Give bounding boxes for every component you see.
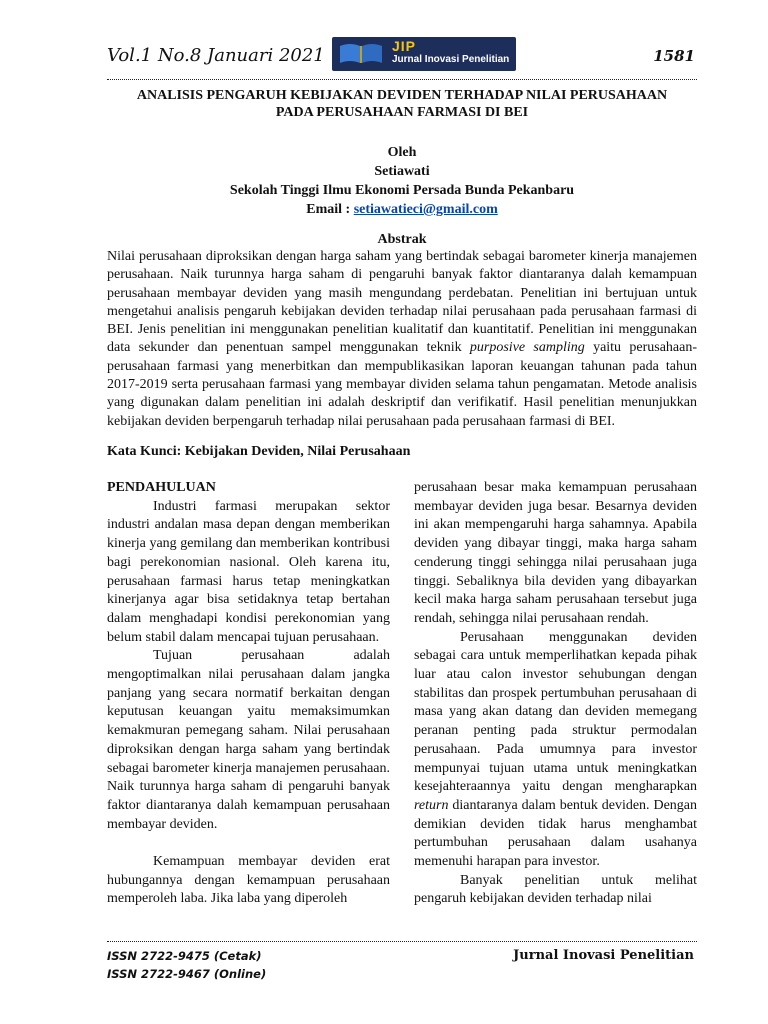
left-column [107, 479, 390, 909]
email-link[interactable]: setiawatieci@gmail.com [353, 202, 498, 217]
section-heading: PENDAHULUAN [107, 480, 216, 495]
header-divider [107, 79, 697, 80]
left-paragraph-3: Kemampuan membayar deviden erat hubungannya dengan kemampuan perusahaan memperoleh laba. Jika laba yang diperoleh [107, 854, 390, 907]
abstract-text-b: yaitu perusahaan-perusahaan farmasi yang menerbitkan dan mempublikasikan laporan keuangan tahunan pada tahun 2017-2019 serta perusahaan farmasi yang membayar dividen selama tahun pengamatan. Metode analisis yang digunakan dalam penelitian ini adalah deskriptif dan verifikatif. Hasil penelitian menunjukkan kebijakan deviden berpengaruh terhadap nilai perusahaan pada perusahaan farmasi di BEI. [107, 340, 697, 429]
right-paragraph-2-term: return [414, 797, 449, 813]
keywords: Kata Kunci: Kebijakan Deviden, Nilai Perusahaan [107, 444, 411, 459]
issn-print: ISSN 2722-9475 (Cetak) [107, 949, 262, 963]
author-block [107, 143, 697, 219]
right-paragraph-2 [414, 629, 697, 872]
left-paragraph-1: Industri farmasi merupakan sektor industri andalan masa depan dengan memberikan kinerja yang gemilang dan memberikan kontribusi bagi perekonomian nasional. Oleh karena itu, perusahaan farmasi harus tetap meningkatkan kinerjanya agar bisa setidaknya tetap bertahan dalam menghadapi kondisi perekonomian yang belum stabil dalam mencapai tujuan perusahaan. [107, 498, 390, 645]
journal-volume: Vol.1 No.8 Januari 2021 [107, 45, 325, 66]
author-by: Oleh [387, 145, 417, 160]
footer-journal-name: Jurnal Inovasi Penelitian [513, 948, 694, 963]
author-affiliation: Sekolah Tinggi Ilmu Ekonomi Persada Bunda Pekanbaru [229, 183, 575, 198]
right-column [414, 479, 697, 909]
title-line-1: ANALISIS PENGARUH KEBIJAKAN DEVIDEN TERHADAP NILAI PERUSAHAAN [136, 88, 668, 103]
footer-divider [107, 941, 697, 942]
abstract-heading: Abstrak [377, 232, 427, 247]
logo-journal-name: Jurnal Inovasi Penelitian [392, 54, 510, 65]
abstract-text [107, 248, 697, 431]
issn-online: ISSN 2722-9467 (Online) [107, 967, 267, 981]
paragraph-gap [107, 834, 390, 853]
journal-logo [332, 37, 516, 71]
author-email-line [107, 200, 697, 219]
open-book-icon [338, 42, 384, 64]
paper-title [107, 87, 697, 121]
email-label: Email : [306, 202, 351, 217]
logo-abbreviation: JIP [392, 38, 417, 54]
right-paragraph-2-a: Perusahaan menggunakan deviden sebagai cara untuk memperlihatkan kepada pihak luar atau calon investor sehubungan dengan stabilitas dan prospek pertumbuhan perusahaan di masa yang akan datang dan deviden memegang peranan penting pada struktur permodalan perusahaan. Pada umumnya para investor mempunyai tujuan utama untuk meningkatkan kesejahteraannya yaitu dengan mengharapkan [414, 629, 697, 795]
abstract-term: purposive sampling [469, 340, 585, 356]
page-number: 1581 [653, 47, 695, 65]
right-paragraph-2-b: diantaranya dalam bentuk deviden. Dengan demikian deviden tidak harus menghambat pertumbuhan perusahaan dalam usahanya memenuhi harapan para investor. [414, 797, 697, 870]
author-name: Setiawati [374, 164, 430, 179]
abstract-text-a: Nilai perusahaan diproksikan dengan harga saham yang bertindak sebagai barometer kinerja manajemen perusahaan. Naik turunnya harga saham di pengaruhi banyak faktor diantaranya dalah kemampuan perusahaan membayar deviden yang masih mengundang perdebatan. Penelitian ini bertujuan untuk mengetahui analisis pengaruh kebijakan deviden terhadap nilai perusahaan pada perusahaan farmasi di BEI. Jenis penelitian ini menggunakan penelitian kualitatif dan kuantitatif. Penelitian ini menggunakan data sekunder dan penentuan sampel menggunakan teknik [107, 249, 697, 356]
left-paragraph-2: Tujuan perusahaan adalah mengoptimalkan nilai perusahaan dalam jangka panjang yang secara normatif berkaitan dengan keputusan keuangan yaitu memaksimumkan kemakmuran pemegang saham. Nilai perusahaan diproksikan dengan harga saham yang bertindak sebagai barometer kinerja manajemen perusahaan. Naik turunnya harga saham di pengaruhi banyak faktor diantaranya dalah kemampuan perusahaan membayar deviden. [107, 648, 390, 832]
issn-block [107, 947, 266, 983]
right-paragraph-1: perusahaan besar maka kemampuan perusahaan membayar deviden juga besar. Besarnya deviden ini akan mempengaruhi harga sahamnya. Apabila deviden yang dibayar tinggi, maka harga saham cenderung tinggi sehingga nilai perusahaan juga tinggi. Sebaliknya bila deviden yang dibayarkan kecil maka harga saham perusahaan tersebut juga rendah, sehingga nilai perusahaan rendah. [414, 480, 697, 626]
title-line-2: PADA PERUSAHAAN FARMASI DI BEI [275, 105, 529, 120]
right-paragraph-3: Banyak penelitian untuk melihat pengaruh kebijakan deviden terhadap nilai [414, 872, 697, 907]
